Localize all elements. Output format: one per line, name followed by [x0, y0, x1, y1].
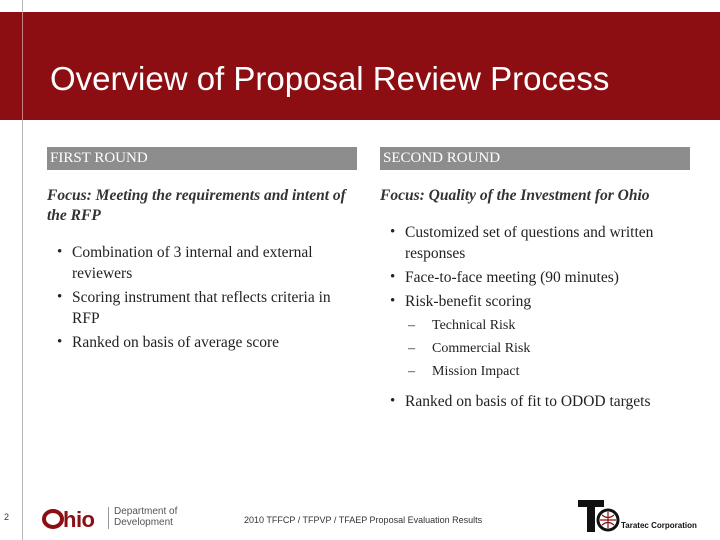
second-round-bullets — [380, 222, 690, 412]
bullet-text: Combination of 3 internal and external reviewers — [72, 244, 313, 282]
bullet-dot-icon: • — [390, 269, 396, 285]
page-number: 2 — [4, 512, 10, 522]
list-item — [380, 291, 690, 383]
bullet-dot-icon: • — [390, 393, 396, 409]
department-label — [114, 506, 177, 528]
first-round-focus: Focus: Meeting the requirements and intent of the RFP — [47, 187, 346, 224]
taratec-mark-icon — [578, 500, 622, 532]
bullet-dot-icon: • — [57, 289, 63, 305]
slide-title: Overview of Proposal Review Process — [50, 60, 610, 97]
first-round-bullets — [47, 242, 357, 353]
second-round-column — [380, 147, 690, 415]
department-line-1: Department of — [114, 506, 178, 517]
ohio-wordmark: hio — [63, 507, 95, 532]
sub-bullet-text: Mission Impact — [432, 364, 520, 379]
sub-bullet-text: Commercial Risk — [432, 341, 531, 356]
list-item — [47, 332, 357, 353]
bullet-text: Risk-benefit scoring — [405, 293, 532, 310]
list-item — [47, 287, 357, 329]
sub-list-item — [405, 360, 690, 383]
second-round-header: SECOND ROUND — [380, 147, 690, 170]
sub-list-item — [405, 314, 690, 337]
sub-bullet-text: Technical Risk — [432, 318, 516, 333]
taratec-name: Taratec Corporation — [621, 521, 697, 530]
first-round-header: FIRST ROUND — [47, 147, 357, 170]
second-round-focus: Focus: Quality of the Investment for Ohio — [380, 187, 650, 204]
risk-sub-bullets — [405, 314, 690, 383]
taratec-logo — [578, 500, 718, 536]
ohio-o-icon — [42, 509, 64, 529]
first-round-column — [47, 147, 357, 356]
bullet-text: Face-to-face meeting (90 minutes) — [405, 269, 619, 286]
list-item — [380, 222, 690, 264]
bullet-text: Ranked on basis of average score — [72, 334, 280, 351]
ohio-development-logo — [42, 505, 182, 533]
list-item — [380, 391, 690, 412]
sub-list-item — [405, 337, 690, 360]
department-line-2: Development — [114, 517, 173, 528]
list-item — [47, 242, 357, 284]
list-item — [380, 267, 690, 288]
footer-caption: 2010 TFFCP / TFPVP / TFAEP Proposal Evaluation Results — [244, 515, 483, 525]
dash-icon: – — [408, 318, 415, 333]
dash-icon: – — [408, 341, 415, 356]
dash-icon: – — [408, 364, 415, 379]
title-band — [0, 12, 720, 120]
bullet-text: Scoring instrument that reflects criteria in RFP — [72, 289, 331, 327]
bullet-dot-icon: • — [390, 293, 396, 309]
logo-divider — [108, 507, 109, 529]
bullet-text: Customized set of questions and written responses — [405, 224, 654, 262]
bullet-text: Ranked on basis of fit to ODOD targets — [405, 393, 651, 410]
bullet-dot-icon: • — [57, 334, 63, 350]
bullet-dot-icon: • — [390, 224, 396, 240]
bullet-dot-icon: • — [57, 244, 63, 260]
